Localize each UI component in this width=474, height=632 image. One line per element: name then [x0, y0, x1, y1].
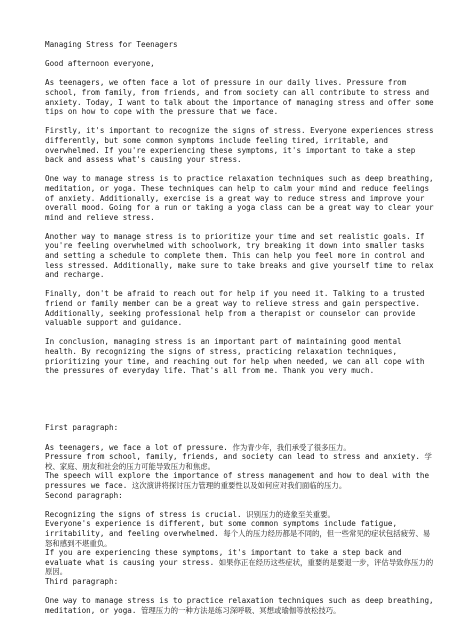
paragraph-intro: As teenagers, we often face a lot of pressure in our daily lives. Pressure from school, from family, from friends, and from society can all contribute to stress and anxiety. Today, I want to talk about the importance of managing stress and offer some tips on how to cope with the pressure that we face. [45, 78, 434, 117]
paragraph-prioritize: Another way to manage stress is to prioritize your time and set realistic goals. If you're feeling overwhelmed with schoolwork, try breaking it down into smaller tasks and setting a schedule to complete them. This can help you feel more in control and less stressed. Additionally, make sure to take breaks and give yourself time to relax and recharge. [45, 231, 434, 280]
paragraph-signs: Firstly, it's important to recognize the signs of stress. Everyone experiences stress differently, but some common symptoms include feeling tired, irritable, and overwhelmed. If you're experiencing these symptoms, it's important to take a step back and assess what's causing your stress. [45, 126, 434, 165]
second-en-1: Recognizing the signs of stress is crucial. [45, 509, 242, 519]
first-zh-2: 学校、家庭、朋友和社会的压力可能导致压力和焦虑。 [45, 452, 432, 471]
second-zh-1: 识别压力的迹象至关重要。 [246, 509, 335, 519]
second-paragraph-translation [45, 510, 436, 577]
second-zh-2: 每个人的压力经历都是不同的，但一些常见的症状包括疲劳、易怒和感到不堪重负。 [45, 528, 431, 548]
paragraph-help: Finally, don't be afraid to reach out for help if you need it. Talking to a trusted friend or family member can be a great way to relieve stress and gain perspective. Additionally, seeking professional help from a therapist or counselor can provide valuable support and guidance. [45, 289, 425, 328]
paragraph-relaxation: One way to manage stress is to practice relaxation techniques such as deep breathing, meditation, or yoga. These techniques can help to calm your mind and reduce feelings of anxiety. Additionally, exercise is a great way to reduce stress and improve your overall mood. Going for a run or taking a yoga class can be a great way to clear your mind and relieve stress. [45, 174, 434, 222]
first-paragraph-label: First paragraph: [45, 423, 119, 433]
second-en-2: Everyone's experience is different, but some common symptoms include fatigue, irritability, and feeling overwhelmed. [45, 519, 398, 538]
first-en-2: Pressure from school, family, friends, and society can lead to stress and anxiety. [45, 452, 420, 462]
first-paragraph-translation [45, 443, 436, 491]
first-zh-3: 这次演讲将探讨压力管理的重要性以及如何应对我们面临的压力。 [131, 480, 347, 490]
third-paragraph-translation [45, 596, 436, 615]
third-paragraph-label: Third paragraph: [45, 576, 119, 586]
third-en-1: One way to manage stress is to practice relaxation techniques such as deep breathing, meditation, or yoga. [45, 596, 434, 615]
first-zh-1: 作为青少年，我们承受了很多压力。 [232, 442, 351, 452]
second-paragraph-label: Second paragraph: [45, 490, 123, 500]
first-en-3: The speech will explore the importance of stress management and how to deal with the pressures we face. [45, 471, 430, 490]
third-zh-1: 管理压力的一种方法是练习深呼吸、冥想或瑜伽等放松技巧。 [141, 605, 341, 615]
second-zh-3: 如果你正在经历这些症状，重要的是要退一步，评估导致你压力的原因。 [45, 557, 434, 577]
section-spacer [45, 385, 436, 423]
greeting: Good afternoon everyone, [45, 59, 155, 69]
document-title: Managing Stress for Teenagers [45, 40, 178, 49]
first-en-1: As teenagers, we face a lot of pressure. [45, 442, 228, 452]
second-en-3: If you are experiencing these symptoms, it's important to take a step back and evaluate what is causing your stress. [45, 548, 402, 567]
paragraph-conclusion: In conclusion, managing stress is an important part of maintaining good mental health. By recognizing the signs of stress, practicing relaxation techniques, prioritizing your time, and reaching out for help when needed, we can all cope with the pressures of everyday life. That's all from me. Thank you very much. [45, 337, 425, 376]
